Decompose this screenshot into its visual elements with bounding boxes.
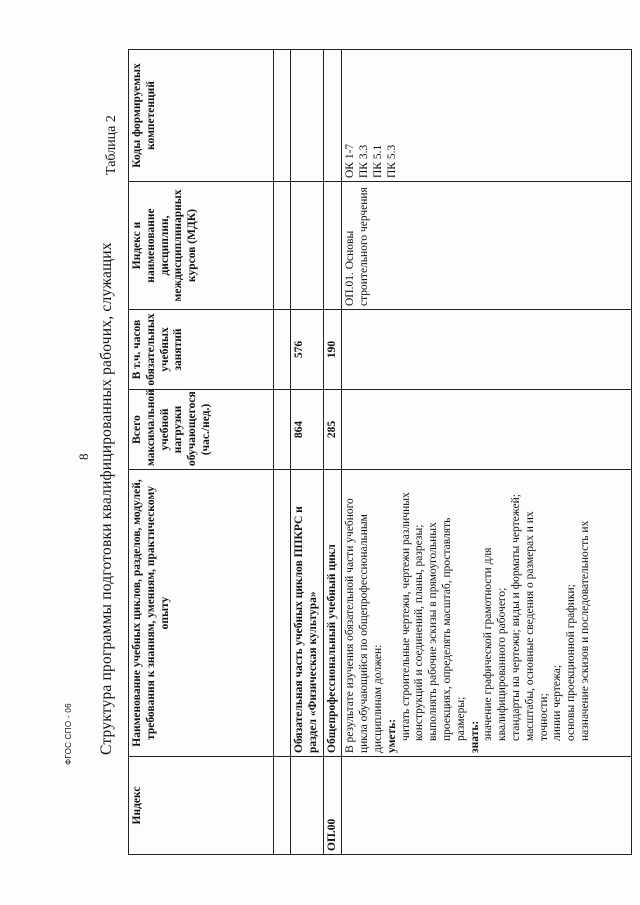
knowledge-item: стандарты на чертежи; виды и форматы чертежей; xyxy=(509,494,522,741)
cell-competencies xyxy=(291,50,324,182)
knowledge-item: основы проекционной графики; xyxy=(565,584,578,741)
knowledge-item: масштабы, основные сведения о размерах и их точности; xyxy=(523,511,550,741)
header-discipline: Индекс и наименование дисциплин, междисциплинарных курсов (МДК) xyxy=(129,182,274,310)
rotated-document-page xyxy=(70,50,590,855)
cell-index xyxy=(291,757,324,855)
cell-mandatory xyxy=(342,310,632,390)
spacer-cell xyxy=(274,310,291,390)
document-title: Структура программы подготовки квалифицированных рабочих, служащих xyxy=(98,242,115,755)
cell-total: 864 xyxy=(291,390,324,470)
header-mandatory-hours: В т.ч. часов обязательных учебных занятий xyxy=(129,310,274,390)
competency-code: ОК 1-7 xyxy=(344,143,357,178)
page-number: 8 xyxy=(76,453,91,460)
knowledge-item: назначение эскизов и последовательность их xyxy=(578,520,591,741)
spacer-cell xyxy=(274,50,291,182)
cell-discipline xyxy=(323,182,342,310)
competency-code: ПК 5.3 xyxy=(385,144,398,178)
cell-mandatory: 576 xyxy=(291,310,324,390)
header-total-load: Всего максимальной учебной нагрузки обучающегося (час./нед.) xyxy=(129,390,274,470)
skill-item: выполнять рабочие эскизы в прямоугольных проекциях, определять масштаб, проставлять размеры; xyxy=(427,517,467,741)
header-index: Индекс xyxy=(129,757,274,855)
spacer-cell xyxy=(274,182,291,310)
cell-discipline: ОП.01. Основы строительного черчения xyxy=(342,182,632,310)
cell-name: Обязательная часть учебных циклов ППКРС и раздел «Физическая культура» xyxy=(291,470,324,757)
skills-heading: уметь: xyxy=(385,718,398,753)
structure-table xyxy=(128,49,632,855)
cell-index xyxy=(342,757,632,855)
skill-item: читать строительные чертежи, чертежи различных конструкций и соединений, планы, разрезы; xyxy=(399,492,426,741)
table-row-op01 xyxy=(342,50,632,855)
cell-index: ОП.00 xyxy=(323,757,342,855)
spacer-cell xyxy=(274,757,291,855)
cell-name: Общепрофессиональный учебный цикл xyxy=(323,470,342,757)
cell-competencies xyxy=(323,50,342,182)
cell-total: 285 xyxy=(323,390,342,470)
competency-code: ПК 5.1 xyxy=(371,144,384,178)
header-competencies: Коды формируемых компетенций xyxy=(129,50,274,182)
cell-discipline xyxy=(291,182,324,310)
table-row-op00 xyxy=(323,50,342,855)
footer-label: ФГОС СПО - 06 xyxy=(64,703,73,765)
competency-code: ПК 3.3 xyxy=(358,144,371,178)
header-name: Наименование учебных циклов, разделов, модулей, требования к знаниям, умениям, практическому опыту xyxy=(129,470,274,757)
spacer-cell xyxy=(274,390,291,470)
spacer-cell xyxy=(274,470,291,757)
requirements-intro: В результате изучения обязательной части учебного цикла обучающийся по общепрофессиональным дисциплинам должен: xyxy=(344,498,384,753)
table-header-row xyxy=(129,50,274,855)
cell-requirements xyxy=(342,470,632,757)
knowledge-heading: знать: xyxy=(468,720,481,753)
cell-competencies xyxy=(342,50,632,182)
knowledge-item: значение графической грамотности для квалифицированного рабочего; xyxy=(482,547,509,741)
table-spacer-row xyxy=(274,50,291,855)
table-row-mandatory xyxy=(291,50,324,855)
table-label: Таблица 2 xyxy=(104,115,119,175)
cell-mandatory: 190 xyxy=(323,310,342,390)
cell-total xyxy=(342,390,632,470)
knowledge-item: линии чертежа; xyxy=(551,664,564,741)
